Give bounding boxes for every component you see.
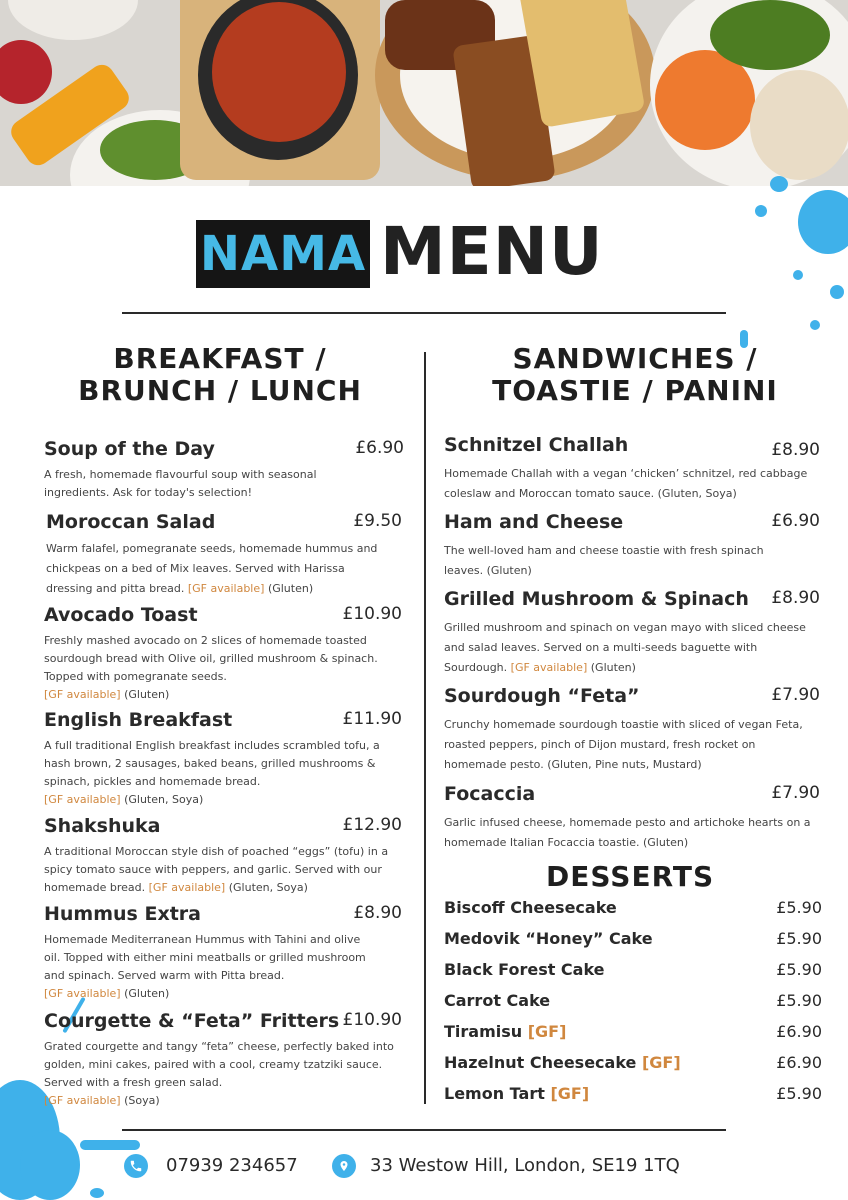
gf-badge: [GF]	[527, 1022, 567, 1041]
dessert-price: £6.90	[776, 1022, 822, 1041]
dessert-name: Hazelnut Cheesecake	[444, 1053, 637, 1072]
top-divider	[122, 312, 726, 314]
item-description: Grilled mushroom and spinach on vegan mayo with sliced cheese and salad leaves. Served on a multi-seeds baguette with Sourdough. [GF available] (Gluten)	[444, 621, 806, 674]
splash-drop	[830, 285, 844, 299]
phone-icon	[124, 1154, 148, 1178]
item-name: Ham and Cheese	[444, 511, 624, 533]
item-name: Moroccan Salad	[46, 511, 216, 533]
splash-drop	[793, 270, 803, 280]
bottom-divider	[122, 1129, 726, 1131]
desserts-title: DESSERTS	[546, 860, 715, 893]
dessert-price: £5.90	[776, 991, 822, 1010]
item-price: £7.90	[771, 685, 820, 705]
item-name: Focaccia	[444, 783, 536, 805]
address: 33 Westow Hill, London, SE19 1TQ	[370, 1155, 680, 1176]
item-name: Courgette & “Feta” Fritters	[44, 1010, 340, 1032]
item-price: £6.90	[355, 438, 404, 458]
shakshuka-sauce	[212, 2, 346, 142]
pomegranate	[0, 40, 52, 104]
dessert-item	[444, 1084, 822, 1108]
sandwiches-title-line2: TOASTIE / PANINI	[492, 374, 778, 407]
breakfast-section-title	[40, 343, 400, 407]
splash-drop	[90, 1188, 104, 1198]
splash-top-right	[798, 190, 848, 254]
dessert-item	[444, 991, 822, 1015]
dessert-name: Lemon Tart	[444, 1084, 545, 1103]
splash-drop	[80, 1140, 140, 1150]
breakfast-title-line2: BRUNCH / LUNCH	[78, 374, 362, 407]
item-price: £8.90	[771, 440, 820, 460]
splash-bottom-left-2	[20, 1130, 80, 1200]
item-description: A traditional Moroccan style dish of poached “eggs” (tofu) in a spicy tomato sauce with peppers, and garlic. Served with our homemade bread. [GF available] (Gluten, Soya)	[44, 845, 389, 894]
dessert-price: £5.90	[776, 960, 822, 979]
sandwiches-section-title	[450, 343, 820, 407]
item-price: £10.90	[342, 1010, 402, 1030]
item-price: £9.50	[353, 511, 402, 531]
breakfast-title-line1: BREAKFAST /	[113, 342, 327, 375]
item-description: Freshly mashed avocado on 2 slices of homemade toasted sourdough bread with Olive oil, grilled mushroom & spinach. Topped with pomegranate seeds. [GF available] (Gluten)	[44, 634, 378, 701]
item-name: Hummus Extra	[44, 903, 201, 925]
location-pin-icon	[332, 1154, 356, 1178]
item-description: Garlic infused cheese, homemade pesto and artichoke hearts on a homemade Italian Focaccia toastie. (Gluten)	[444, 816, 811, 849]
sandwiches-title-line1: SANDWICHES /	[512, 342, 758, 375]
dessert-price: £5.90	[776, 898, 822, 917]
column-divider	[424, 352, 426, 1104]
item-name: Avocado Toast	[44, 604, 198, 626]
item-description: The well-loved ham and cheese toastie with fresh spinach leaves. (Gluten)	[444, 544, 764, 577]
item-description: A fresh, homemade flavourful soup with seasonal ingredients. Ask for today's selection!	[44, 468, 317, 499]
splash-drop	[770, 176, 788, 192]
dessert-item	[444, 898, 822, 922]
item-description: Homemade Challah with a vegan ‘chicken’ schnitzel, red cabbage coleslaw and Moroccan tomato sauce. (Gluten, Soya)	[444, 467, 808, 500]
item-price: £7.90	[771, 783, 820, 803]
item-price: £8.90	[353, 903, 402, 923]
item-name: Schnitzel Challah	[444, 434, 629, 456]
logo-text: NAMA	[199, 226, 367, 282]
dessert-price: £6.90	[776, 1053, 822, 1072]
gf-badge: [GF]	[550, 1084, 590, 1103]
plate-left	[8, 0, 138, 40]
item-price: £6.90	[771, 511, 820, 531]
nama-logo	[196, 220, 370, 288]
item-name: Soup of the Day	[44, 438, 215, 460]
dessert-price: £5.90	[776, 1084, 822, 1103]
splash-drop	[755, 205, 767, 217]
item-name: Sourdough “Feta”	[444, 685, 640, 707]
dessert-item	[444, 1053, 822, 1077]
dessert-name: Black Forest Cake	[444, 960, 605, 979]
dessert-price: £5.90	[776, 929, 822, 948]
phone-number[interactable]: 07939 234657	[166, 1155, 298, 1176]
dessert-name: Biscoff Cheesecake	[444, 898, 617, 917]
item-name: English Breakfast	[44, 709, 233, 731]
plain-bagel	[750, 70, 848, 180]
dessert-item	[444, 1022, 822, 1046]
dessert-name: Tiramisu	[444, 1022, 523, 1041]
dessert-item	[444, 929, 822, 953]
item-description: Grated courgette and tangy “feta” cheese, perfectly baked into golden, mini cakes, paired with a cool, creamy tzatziki sauce. Served with a fresh green salad. [GF available] (Soya)	[44, 1040, 394, 1107]
hero-food-photo	[0, 0, 848, 186]
item-description: Homemade Mediterranean Hummus with Tahini and olive oil. Topped with either mini meatballs or grilled mushroom and spinach. Served warm with Pitta bread. [GF available] (Gluten)	[44, 933, 366, 1000]
item-description: Crunchy homemade sourdough toastie with sliced of vegan Feta, roasted peppers, pinch of Dijon mustard, fresh rocket on homemade pesto. (Gluten, Pine nuts, Mustard)	[444, 718, 803, 771]
gf-badge: [GF]	[641, 1053, 681, 1072]
page-title: MENU	[380, 213, 604, 290]
item-name: Grilled Mushroom & Spinach	[444, 588, 749, 610]
item-description: A full traditional English breakfast includes scrambled tofu, a hash brown, 2 sausages, baked beans, grilled mushrooms & spinach, pickles and homemade bread. [GF available] (Gluten, Soya)	[44, 739, 380, 806]
item-price: £12.90	[342, 815, 402, 835]
item-description: Warm falafel, pomegranate seeds, homemade hummus and chickpeas on a bed of Mix leaves. Served with Harissa dressing and pitta bread. [GF available] (Gluten)	[46, 542, 378, 595]
dessert-name: Medovik “Honey” Cake	[444, 929, 653, 948]
dessert-item	[444, 960, 822, 984]
item-name: Shakshuka	[44, 815, 161, 837]
dessert-name: Carrot Cake	[444, 991, 551, 1010]
item-price: £11.90	[342, 709, 402, 729]
item-price: £10.90	[342, 604, 402, 624]
rocket-leaves	[710, 0, 830, 70]
item-price: £8.90	[771, 588, 820, 608]
splash-drop	[810, 320, 820, 330]
